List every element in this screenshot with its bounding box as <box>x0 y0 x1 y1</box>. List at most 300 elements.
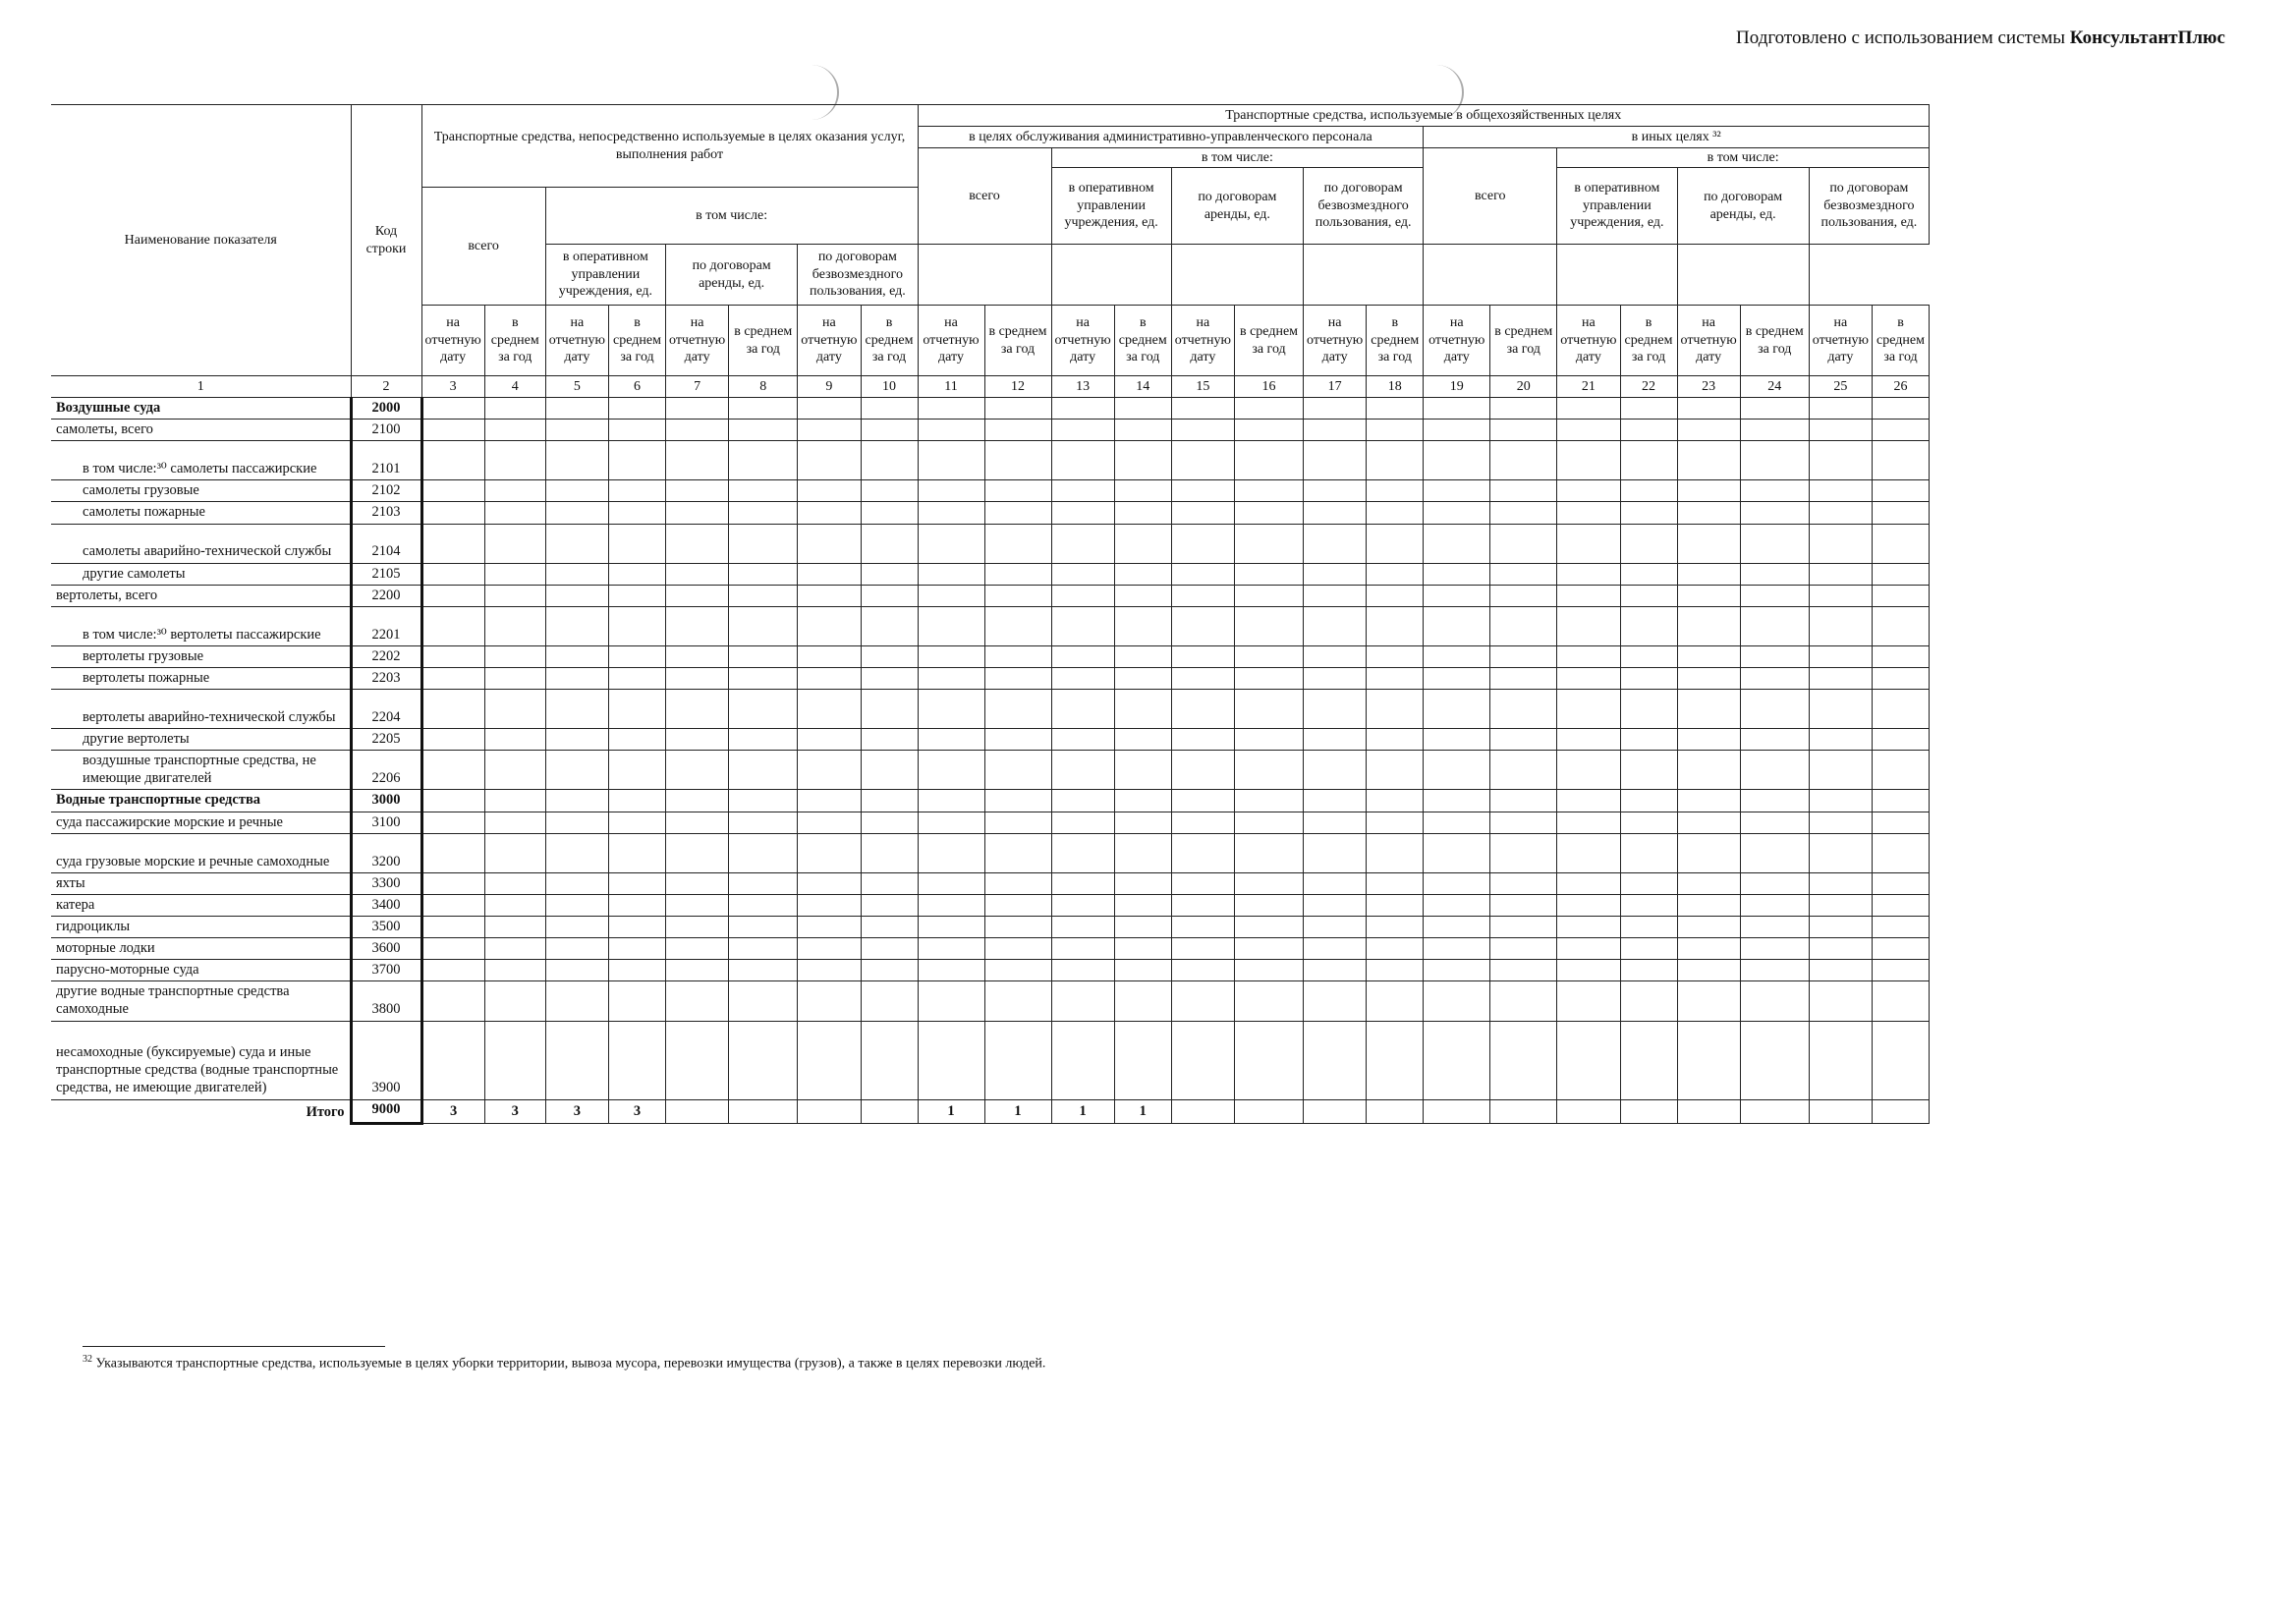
value-cell[interactable] <box>484 585 545 606</box>
value-cell[interactable] <box>1620 833 1677 872</box>
value-cell[interactable] <box>1235 398 1304 420</box>
value-cell[interactable] <box>1367 398 1424 420</box>
value-cell[interactable] <box>1304 606 1367 645</box>
value-cell[interactable] <box>545 894 608 916</box>
value-cell[interactable] <box>1677 916 1740 937</box>
value-cell[interactable] <box>1114 916 1171 937</box>
value-cell[interactable] <box>1740 690 1809 729</box>
value-cell[interactable] <box>1873 667 1930 689</box>
value-cell[interactable] <box>1490 981 1557 1021</box>
value-cell[interactable] <box>1809 441 1872 480</box>
value-cell[interactable] <box>609 585 666 606</box>
value-cell[interactable] <box>1367 894 1424 916</box>
value-cell[interactable] <box>861 1021 918 1099</box>
value-cell[interactable] <box>1873 585 1930 606</box>
value-cell[interactable] <box>421 916 484 937</box>
value-cell[interactable] <box>1873 916 1930 937</box>
value-cell[interactable] <box>1620 1021 1677 1099</box>
value-cell[interactable] <box>1557 872 1620 894</box>
value-cell[interactable] <box>1235 524 1304 563</box>
value-cell[interactable] <box>1873 398 1930 420</box>
value-cell[interactable] <box>1490 729 1557 751</box>
value-cell[interactable] <box>798 645 861 667</box>
value-cell[interactable] <box>1051 667 1114 689</box>
value-cell[interactable] <box>984 872 1051 894</box>
value-cell[interactable] <box>729 502 798 524</box>
value-cell[interactable] <box>1677 502 1740 524</box>
value-cell[interactable] <box>1873 938 1930 960</box>
value-cell[interactable] <box>1557 667 1620 689</box>
value-cell[interactable] <box>918 563 984 585</box>
value-cell[interactable] <box>1171 690 1234 729</box>
value-cell[interactable] <box>1367 938 1424 960</box>
value-cell[interactable] <box>1620 398 1677 420</box>
value-cell[interactable] <box>609 729 666 751</box>
value-cell[interactable] <box>421 441 484 480</box>
value-cell[interactable] <box>1235 690 1304 729</box>
value-cell[interactable] <box>861 894 918 916</box>
value-cell[interactable] <box>1424 833 1490 872</box>
value-cell[interactable] <box>1620 938 1677 960</box>
value-cell[interactable] <box>1114 502 1171 524</box>
value-cell[interactable] <box>1171 938 1234 960</box>
value-cell[interactable] <box>1304 872 1367 894</box>
value-cell[interactable] <box>1620 751 1677 790</box>
value-cell[interactable] <box>1490 502 1557 524</box>
value-cell[interactable] <box>609 420 666 441</box>
total-value-cell[interactable] <box>798 1099 861 1123</box>
value-cell[interactable] <box>798 894 861 916</box>
value-cell[interactable] <box>1304 585 1367 606</box>
value-cell[interactable] <box>1740 524 1809 563</box>
value-cell[interactable] <box>484 790 545 812</box>
value-cell[interactable] <box>1677 790 1740 812</box>
value-cell[interactable] <box>1051 606 1114 645</box>
value-cell[interactable] <box>1424 872 1490 894</box>
value-cell[interactable] <box>1620 441 1677 480</box>
value-cell[interactable] <box>484 751 545 790</box>
value-cell[interactable] <box>484 894 545 916</box>
value-cell[interactable] <box>545 480 608 502</box>
value-cell[interactable] <box>1620 667 1677 689</box>
value-cell[interactable] <box>861 916 918 937</box>
value-cell[interactable] <box>1304 480 1367 502</box>
value-cell[interactable] <box>545 667 608 689</box>
value-cell[interactable] <box>798 480 861 502</box>
value-cell[interactable] <box>484 667 545 689</box>
value-cell[interactable] <box>861 420 918 441</box>
value-cell[interactable] <box>1235 606 1304 645</box>
value-cell[interactable] <box>1114 751 1171 790</box>
value-cell[interactable] <box>421 502 484 524</box>
value-cell[interactable] <box>1873 420 1930 441</box>
value-cell[interactable] <box>1171 916 1234 937</box>
total-value-cell[interactable]: 3 <box>545 1099 608 1123</box>
value-cell[interactable] <box>1740 729 1809 751</box>
value-cell[interactable] <box>1557 894 1620 916</box>
value-cell[interactable] <box>1114 441 1171 480</box>
value-cell[interactable] <box>1620 645 1677 667</box>
value-cell[interactable] <box>918 751 984 790</box>
value-cell[interactable] <box>1490 1021 1557 1099</box>
value-cell[interactable] <box>918 606 984 645</box>
value-cell[interactable] <box>666 790 729 812</box>
value-cell[interactable] <box>1304 790 1367 812</box>
value-cell[interactable] <box>729 563 798 585</box>
value-cell[interactable] <box>1304 645 1367 667</box>
value-cell[interactable] <box>545 502 608 524</box>
value-cell[interactable] <box>729 585 798 606</box>
value-cell[interactable] <box>1620 524 1677 563</box>
value-cell[interactable] <box>545 981 608 1021</box>
value-cell[interactable] <box>1740 872 1809 894</box>
value-cell[interactable] <box>1809 751 1872 790</box>
value-cell[interactable] <box>1740 645 1809 667</box>
total-value-cell[interactable] <box>1304 1099 1367 1123</box>
value-cell[interactable] <box>545 751 608 790</box>
value-cell[interactable] <box>421 981 484 1021</box>
value-cell[interactable] <box>1367 1021 1424 1099</box>
value-cell[interactable] <box>421 585 484 606</box>
value-cell[interactable] <box>984 563 1051 585</box>
value-cell[interactable] <box>1740 480 1809 502</box>
value-cell[interactable] <box>666 441 729 480</box>
value-cell[interactable] <box>918 480 984 502</box>
value-cell[interactable] <box>1873 563 1930 585</box>
value-cell[interactable] <box>729 812 798 833</box>
value-cell[interactable] <box>1367 690 1424 729</box>
value-cell[interactable] <box>1557 1021 1620 1099</box>
total-value-cell[interactable] <box>1740 1099 1809 1123</box>
value-cell[interactable] <box>798 751 861 790</box>
value-cell[interactable] <box>1809 563 1872 585</box>
value-cell[interactable] <box>1557 729 1620 751</box>
value-cell[interactable] <box>545 938 608 960</box>
value-cell[interactable] <box>729 938 798 960</box>
total-value-cell[interactable] <box>1171 1099 1234 1123</box>
value-cell[interactable] <box>1740 938 1809 960</box>
value-cell[interactable] <box>1424 812 1490 833</box>
value-cell[interactable] <box>861 960 918 981</box>
value-cell[interactable] <box>861 480 918 502</box>
total-value-cell[interactable] <box>1490 1099 1557 1123</box>
value-cell[interactable] <box>1677 751 1740 790</box>
value-cell[interactable] <box>918 585 984 606</box>
value-cell[interactable] <box>609 645 666 667</box>
value-cell[interactable] <box>798 563 861 585</box>
value-cell[interactable] <box>1677 524 1740 563</box>
value-cell[interactable] <box>1740 667 1809 689</box>
value-cell[interactable] <box>1171 790 1234 812</box>
value-cell[interactable] <box>1873 606 1930 645</box>
value-cell[interactable] <box>666 916 729 937</box>
value-cell[interactable] <box>1490 398 1557 420</box>
value-cell[interactable] <box>1235 729 1304 751</box>
value-cell[interactable] <box>729 872 798 894</box>
value-cell[interactable] <box>1424 585 1490 606</box>
value-cell[interactable] <box>666 960 729 981</box>
value-cell[interactable] <box>1304 441 1367 480</box>
value-cell[interactable] <box>1051 420 1114 441</box>
value-cell[interactable] <box>609 938 666 960</box>
value-cell[interactable] <box>861 606 918 645</box>
value-cell[interactable] <box>1051 790 1114 812</box>
value-cell[interactable] <box>1677 667 1740 689</box>
value-cell[interactable] <box>1367 812 1424 833</box>
value-cell[interactable] <box>918 981 984 1021</box>
value-cell[interactable] <box>729 690 798 729</box>
value-cell[interactable] <box>1424 960 1490 981</box>
value-cell[interactable] <box>1809 502 1872 524</box>
value-cell[interactable] <box>1235 480 1304 502</box>
value-cell[interactable] <box>1235 1021 1304 1099</box>
value-cell[interactable] <box>918 1021 984 1099</box>
value-cell[interactable] <box>1620 960 1677 981</box>
value-cell[interactable] <box>484 524 545 563</box>
value-cell[interactable] <box>798 585 861 606</box>
value-cell[interactable] <box>1235 981 1304 1021</box>
value-cell[interactable] <box>1235 563 1304 585</box>
value-cell[interactable] <box>861 524 918 563</box>
value-cell[interactable] <box>1051 645 1114 667</box>
value-cell[interactable] <box>798 790 861 812</box>
value-cell[interactable] <box>421 645 484 667</box>
total-value-cell[interactable]: 3 <box>609 1099 666 1123</box>
value-cell[interactable] <box>798 398 861 420</box>
value-cell[interactable] <box>729 960 798 981</box>
value-cell[interactable] <box>1557 938 1620 960</box>
value-cell[interactable] <box>1051 441 1114 480</box>
value-cell[interactable] <box>729 981 798 1021</box>
value-cell[interactable] <box>1740 833 1809 872</box>
value-cell[interactable] <box>484 645 545 667</box>
value-cell[interactable] <box>421 524 484 563</box>
value-cell[interactable] <box>1809 606 1872 645</box>
total-value-cell[interactable]: 1 <box>1114 1099 1171 1123</box>
value-cell[interactable] <box>421 606 484 645</box>
value-cell[interactable] <box>484 916 545 937</box>
value-cell[interactable] <box>666 812 729 833</box>
value-cell[interactable] <box>1304 833 1367 872</box>
value-cell[interactable] <box>729 916 798 937</box>
value-cell[interactable] <box>1235 938 1304 960</box>
value-cell[interactable] <box>484 563 545 585</box>
value-cell[interactable] <box>609 606 666 645</box>
value-cell[interactable] <box>984 894 1051 916</box>
value-cell[interactable] <box>1424 938 1490 960</box>
value-cell[interactable] <box>1424 502 1490 524</box>
value-cell[interactable] <box>1424 790 1490 812</box>
value-cell[interactable] <box>1235 872 1304 894</box>
value-cell[interactable] <box>1171 480 1234 502</box>
value-cell[interactable] <box>1490 585 1557 606</box>
value-cell[interactable] <box>1235 894 1304 916</box>
value-cell[interactable] <box>1740 563 1809 585</box>
value-cell[interactable] <box>918 938 984 960</box>
value-cell[interactable] <box>1557 690 1620 729</box>
value-cell[interactable] <box>1114 812 1171 833</box>
value-cell[interactable] <box>1873 894 1930 916</box>
value-cell[interactable] <box>1367 502 1424 524</box>
value-cell[interactable] <box>421 938 484 960</box>
value-cell[interactable] <box>484 1021 545 1099</box>
value-cell[interactable] <box>484 441 545 480</box>
value-cell[interactable] <box>1490 938 1557 960</box>
value-cell[interactable] <box>1367 667 1424 689</box>
value-cell[interactable] <box>1740 1021 1809 1099</box>
value-cell[interactable] <box>1490 645 1557 667</box>
value-cell[interactable] <box>1557 502 1620 524</box>
value-cell[interactable] <box>729 833 798 872</box>
value-cell[interactable] <box>918 690 984 729</box>
value-cell[interactable] <box>484 938 545 960</box>
value-cell[interactable] <box>484 812 545 833</box>
value-cell[interactable] <box>421 872 484 894</box>
value-cell[interactable] <box>861 812 918 833</box>
value-cell[interactable] <box>545 1021 608 1099</box>
value-cell[interactable] <box>1424 606 1490 645</box>
value-cell[interactable] <box>1620 690 1677 729</box>
value-cell[interactable] <box>666 833 729 872</box>
value-cell[interactable] <box>1304 729 1367 751</box>
value-cell[interactable] <box>1304 981 1367 1021</box>
value-cell[interactable] <box>1677 938 1740 960</box>
value-cell[interactable] <box>984 502 1051 524</box>
total-value-cell[interactable] <box>1557 1099 1620 1123</box>
value-cell[interactable] <box>1490 916 1557 937</box>
value-cell[interactable] <box>1235 833 1304 872</box>
value-cell[interactable] <box>984 916 1051 937</box>
total-value-cell[interactable] <box>1367 1099 1424 1123</box>
value-cell[interactable] <box>861 751 918 790</box>
value-cell[interactable] <box>1809 916 1872 937</box>
value-cell[interactable] <box>1367 872 1424 894</box>
value-cell[interactable] <box>1677 645 1740 667</box>
value-cell[interactable] <box>1304 563 1367 585</box>
value-cell[interactable] <box>918 872 984 894</box>
value-cell[interactable] <box>609 690 666 729</box>
value-cell[interactable] <box>1620 872 1677 894</box>
value-cell[interactable] <box>1809 420 1872 441</box>
value-cell[interactable] <box>421 563 484 585</box>
value-cell[interactable] <box>729 524 798 563</box>
value-cell[interactable] <box>484 729 545 751</box>
value-cell[interactable] <box>1367 916 1424 937</box>
value-cell[interactable] <box>609 398 666 420</box>
value-cell[interactable] <box>1114 894 1171 916</box>
value-cell[interactable] <box>861 729 918 751</box>
value-cell[interactable] <box>1809 894 1872 916</box>
value-cell[interactable] <box>1740 812 1809 833</box>
value-cell[interactable] <box>729 420 798 441</box>
value-cell[interactable] <box>484 690 545 729</box>
value-cell[interactable] <box>984 960 1051 981</box>
value-cell[interactable] <box>1367 645 1424 667</box>
value-cell[interactable] <box>861 563 918 585</box>
value-cell[interactable] <box>609 790 666 812</box>
value-cell[interactable] <box>918 729 984 751</box>
value-cell[interactable] <box>1557 916 1620 937</box>
value-cell[interactable] <box>798 729 861 751</box>
value-cell[interactable] <box>1557 981 1620 1021</box>
value-cell[interactable] <box>918 812 984 833</box>
value-cell[interactable] <box>984 667 1051 689</box>
value-cell[interactable] <box>545 729 608 751</box>
value-cell[interactable] <box>545 790 608 812</box>
value-cell[interactable] <box>1304 916 1367 937</box>
value-cell[interactable] <box>1557 420 1620 441</box>
value-cell[interactable] <box>918 790 984 812</box>
value-cell[interactable] <box>1490 812 1557 833</box>
value-cell[interactable] <box>1114 645 1171 667</box>
value-cell[interactable] <box>1051 981 1114 1021</box>
value-cell[interactable] <box>1114 981 1171 1021</box>
value-cell[interactable] <box>984 524 1051 563</box>
value-cell[interactable] <box>1809 690 1872 729</box>
value-cell[interactable] <box>1424 420 1490 441</box>
value-cell[interactable] <box>666 585 729 606</box>
value-cell[interactable] <box>1677 420 1740 441</box>
value-cell[interactable] <box>1809 398 1872 420</box>
value-cell[interactable] <box>1740 606 1809 645</box>
value-cell[interactable] <box>484 872 545 894</box>
value-cell[interactable] <box>1114 833 1171 872</box>
total-value-cell[interactable] <box>1620 1099 1677 1123</box>
value-cell[interactable] <box>861 502 918 524</box>
value-cell[interactable] <box>1171 645 1234 667</box>
value-cell[interactable] <box>1809 480 1872 502</box>
value-cell[interactable] <box>1114 585 1171 606</box>
value-cell[interactable] <box>1873 690 1930 729</box>
value-cell[interactable] <box>861 981 918 1021</box>
value-cell[interactable] <box>1677 606 1740 645</box>
value-cell[interactable] <box>918 398 984 420</box>
value-cell[interactable] <box>484 960 545 981</box>
value-cell[interactable] <box>918 420 984 441</box>
value-cell[interactable] <box>666 420 729 441</box>
value-cell[interactable] <box>545 833 608 872</box>
value-cell[interactable] <box>1171 729 1234 751</box>
value-cell[interactable] <box>918 441 984 480</box>
value-cell[interactable] <box>861 441 918 480</box>
value-cell[interactable] <box>666 981 729 1021</box>
value-cell[interactable] <box>1424 690 1490 729</box>
value-cell[interactable] <box>798 420 861 441</box>
value-cell[interactable] <box>1557 833 1620 872</box>
value-cell[interactable] <box>1490 667 1557 689</box>
value-cell[interactable] <box>1620 585 1677 606</box>
value-cell[interactable] <box>1235 420 1304 441</box>
value-cell[interactable] <box>1490 563 1557 585</box>
value-cell[interactable] <box>1304 1021 1367 1099</box>
value-cell[interactable] <box>421 690 484 729</box>
value-cell[interactable] <box>1873 502 1930 524</box>
value-cell[interactable] <box>1677 690 1740 729</box>
value-cell[interactable] <box>666 894 729 916</box>
value-cell[interactable] <box>1424 894 1490 916</box>
value-cell[interactable] <box>1873 833 1930 872</box>
value-cell[interactable] <box>1740 502 1809 524</box>
value-cell[interactable] <box>484 480 545 502</box>
value-cell[interactable] <box>1873 480 1930 502</box>
value-cell[interactable] <box>421 1021 484 1099</box>
value-cell[interactable] <box>729 441 798 480</box>
value-cell[interactable] <box>545 420 608 441</box>
value-cell[interactable] <box>1873 872 1930 894</box>
value-cell[interactable] <box>1114 790 1171 812</box>
value-cell[interactable] <box>1367 606 1424 645</box>
value-cell[interactable] <box>421 812 484 833</box>
